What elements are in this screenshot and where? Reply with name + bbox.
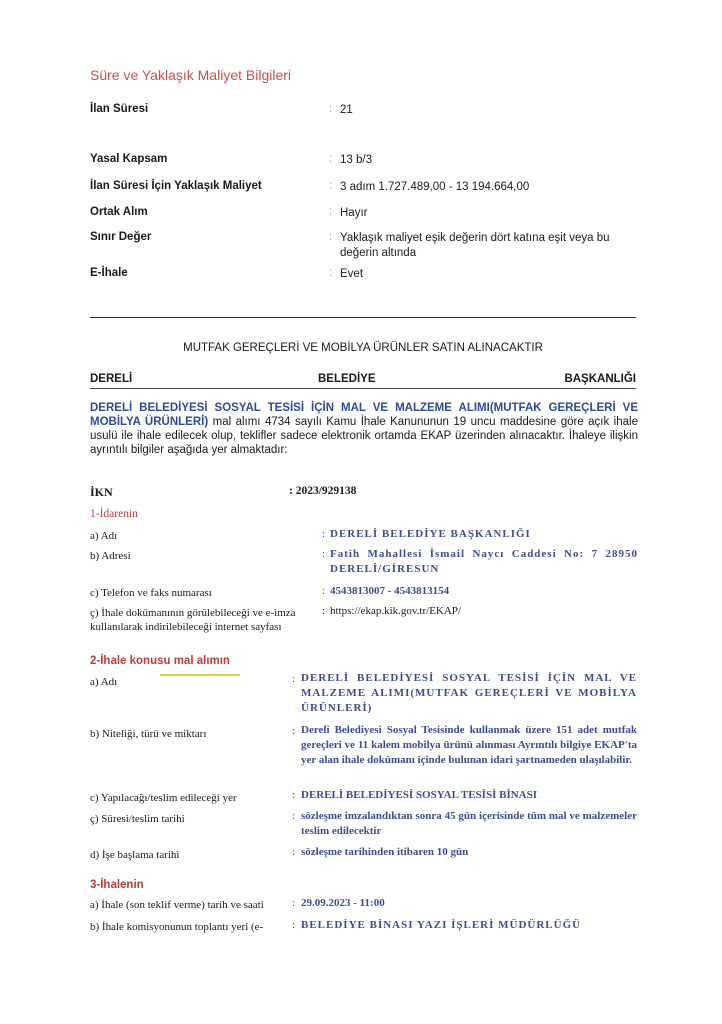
konu-name-value: DERELİ BELEDİYESİ SOSYAL TESİSİ İÇİN MAL VE MALZEME ALIMI(MUTFAK GEREÇLERİ VE MOBİLYA ÜRÜNLERİ) xyxy=(301,672,637,714)
field-colon: : xyxy=(329,103,333,115)
authority-word: BAŞKANLIĞI xyxy=(564,373,636,385)
konu-nature-label: b) Niteliği, türü ve miktarı xyxy=(90,728,207,740)
intro-paragraph xyxy=(90,401,638,457)
authority-word: DERELİ xyxy=(90,373,133,385)
idare-name-value: DERELİ BELEDİYE BAŞKANLIĞI xyxy=(330,528,531,540)
idare-address-value: Fatih Mahallesi İsmail Naycı Caddesi No: 7 28950 DERELİ/GİRESUN xyxy=(330,548,638,575)
ihale-date-value: 29.09.2023 - 11:00 xyxy=(301,897,385,909)
authority-word: BELEDİYE xyxy=(318,373,376,385)
field-colon: : xyxy=(329,206,333,218)
field-label-ortak-alim: Ortak Alım xyxy=(90,206,148,218)
konu-name-label: a) Adı xyxy=(90,676,118,688)
field-value-sinir-deger: Yaklaşık maliyet eşik değerin dört katına eşit veya bu değerin altında xyxy=(340,232,610,259)
field-colon: : xyxy=(292,725,296,737)
konu-start-value: sözleşme tarihinden itibaren 10 gün xyxy=(301,846,469,858)
idare-phone-label: c) Telefon ve faks numarası xyxy=(90,587,212,599)
konu-duration-label: ç) Süresi/teslim tarihi xyxy=(90,813,185,825)
field-colon: : xyxy=(329,231,333,243)
field-colon: : xyxy=(329,267,333,279)
field-colon: : xyxy=(292,919,296,931)
idare-website-label: ç) İhale dokümanının görülebileceği ve e-imza kullanılarak indirilebileceği internet sayfası xyxy=(90,607,296,633)
field-colon: : xyxy=(322,605,326,617)
field-value-yaklasik-maliyet: 3 adım 1.727.489,00 - 13 194.664,00 xyxy=(340,181,530,193)
field-colon: : xyxy=(292,789,296,801)
ikn-label: İKN xyxy=(90,485,113,499)
field-colon: : xyxy=(292,846,296,858)
field-colon: : xyxy=(329,180,333,192)
field-value-ilan-suresi: 21 xyxy=(340,104,353,116)
field-colon: : xyxy=(292,673,296,685)
konu-nature-value: Dereli Belediyesi Sosyal Tesisinde kullanmak üzere 151 adet mutfak gereçleri ve 11 kalem mobilya ürünü alınması Ayrıntılı bilgiye EKAP'ta yer alan ihale dokümanı içinde bulunan idari şartnameden ulaşılabilir. xyxy=(301,724,637,766)
konu-place-value: DERELİ BELEDİYESİ SOSYAL TESİSİ BİNASI xyxy=(301,789,538,801)
section-divider xyxy=(90,317,636,318)
field-colon: : xyxy=(292,897,296,909)
subsection-title-konu: 2-İhale konusu mal alımın xyxy=(90,655,230,667)
field-colon: : xyxy=(322,548,326,560)
subsection-title-ihale: 3-İhalenin xyxy=(90,879,144,891)
field-label-e-ihale: E-İhale xyxy=(90,267,128,279)
field-label-sinir-deger: Sınır Değer xyxy=(90,231,152,243)
field-value-ortak-alim: Hayır xyxy=(340,207,368,219)
field-colon: : xyxy=(322,528,326,540)
ihale-meeting-place-label: b) İhale komisyonunun toplantı yeri (e- xyxy=(90,921,264,933)
idare-name-label: a) Adı xyxy=(90,530,118,542)
announcement-heading: MUTFAK GEREÇLERİ VE MOBİLYA ÜRÜNLER SATIN ALINACAKTIR xyxy=(183,342,543,354)
field-value-e-ihale: Evet xyxy=(340,268,364,280)
field-label-ilan-suresi: İlan Süresi xyxy=(90,103,149,115)
intro-highlight: DERELİ BELEDİYESİ SOSYAL TESİSİ İÇİN MAL VE MALZEME ALIMI(MUTFAK GEREÇLERİ VE MOBİLYA ÜRÜNLERİ) xyxy=(90,402,638,428)
idare-website-link[interactable]: https://ekap.kik.gov.tr/EKAP/ xyxy=(330,605,461,617)
field-colon: : xyxy=(322,585,326,597)
idare-phone-value: 4543813007 - 4543813154 xyxy=(330,585,450,597)
authority-underline xyxy=(90,388,636,389)
subsection-title-idare: 1-İdarenin xyxy=(90,508,138,520)
field-colon: : xyxy=(292,810,296,822)
ihale-date-label: a) İhale (son teklif verme) tarih ve saati xyxy=(90,899,264,911)
konu-duration-value: sözleşme imzalandıktan sonra 45 gün içerisinde tüm mal ve malzemeler teslim edilecektir xyxy=(301,810,637,837)
section-title: Süre ve Yaklaşık Maliyet Bilgileri xyxy=(90,67,292,83)
field-value-yasal-kapsam: 13 b/3 xyxy=(340,154,372,166)
field-colon: : xyxy=(329,153,333,165)
field-label-yaklasik-maliyet: İlan Süresi İçin Yaklaşık Maliyet xyxy=(90,180,262,192)
ikn-value: : 2023/929138 xyxy=(289,485,357,497)
konu-start-label: d) İşe başlama tarihi xyxy=(90,849,180,861)
ihale-meeting-place-value: BELEDİYE BİNASI YAZI İŞLERİ MÜDÜRLÜĞÜ xyxy=(301,919,582,931)
konu-place-label: c) Yapılacağı/teslim edileceği yer xyxy=(90,792,237,804)
idare-address-label: b) Adresi xyxy=(90,550,131,562)
field-label-yasal-kapsam: Yasal Kapsam xyxy=(90,153,168,165)
intro-text: mal alımı 4734 sayılı Kamu İhale Kanununun 19 uncu maddesine göre açık ihale usulü ile ihale edilecek olup, teklifler sadece elektronik ortamda EKAP üzerinden alınacaktır. İhaleye ilişkin ayrıntılı bilgiler aşağıda yer almaktadır: xyxy=(90,416,638,456)
